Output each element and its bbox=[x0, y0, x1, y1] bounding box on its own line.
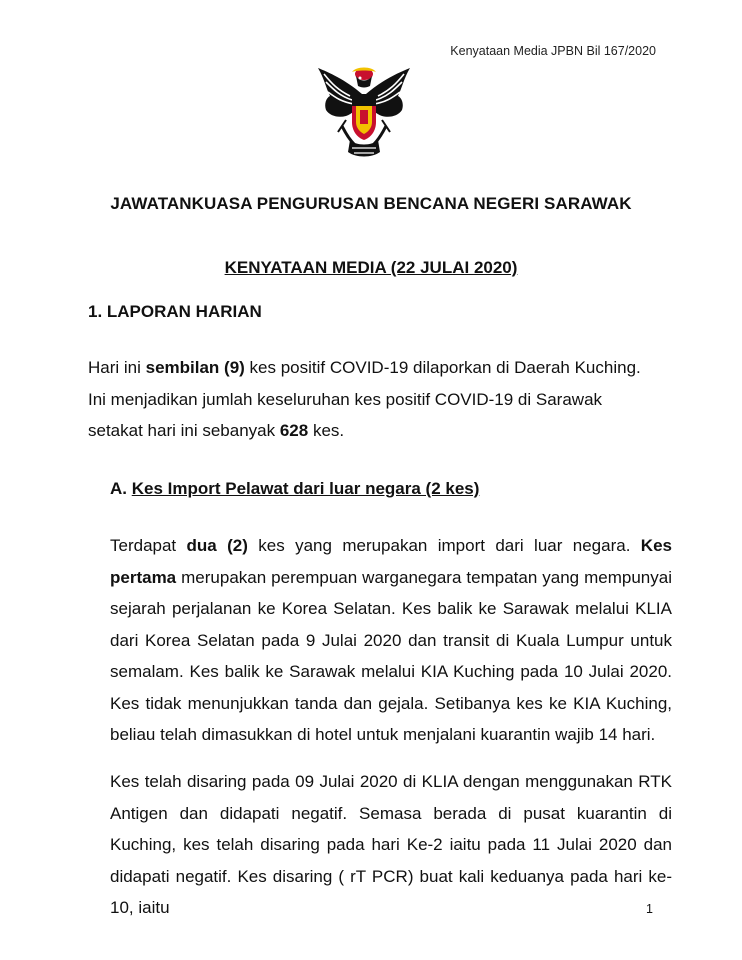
daily-report-paragraph: Hari ini sembilan (9) kes positif COVID-19 dilaporkan di Daerah Kuching. Ini menjadikan jumlah keseluruhan kes positif COVID-19 di Sarawak setakat hari ini sebanyak 628 kes. bbox=[88, 358, 641, 440]
import-cases-paragraph-1: Terdapat dua (2) kes yang merupakan import dari luar negara. Kes pertama merupakan perempuan warganegara tempatan yang mempunyai sejarah perjalanan ke Korea Selatan. Kes balik ke Sarawak melalui KLIA dari Korea Selatan pada 9 Julai 2020 dan transit di Kuala Lumpur untuk semalam. Kes balik ke Sarawak melalui KIA Kuching pada 10 Julai 2020. Kes tidak menunjukkan tanda dan gejala. Setibanya kes ke KIA Kuching, beliau telah dimasukkan di hotel untuk menjalani kuarantin wajib 14 hari. bbox=[110, 536, 672, 744]
organisation-title: JAWATANKUASA PENGURUSAN BENCANA NEGERI SARAWAK bbox=[110, 194, 632, 213]
subsection-title: Kes Import Pelawat dari luar negara (2 kes) bbox=[131, 479, 480, 498]
emphasis-first-case: Kes pertama bbox=[110, 536, 672, 587]
emphasis-case-count: sembilan (9) bbox=[145, 358, 245, 377]
sarawak-coat-of-arms-icon bbox=[316, 60, 412, 162]
import-cases-paragraph-2: Kes telah disaring pada 09 Julai 2020 di KLIA dengan menggunakan RTK Antigen dan didapati negatif. Semasa berada di pusat kuarantin di Kuching, kes telah disaring pada hari Ke-2 iaitu pada 11 Julai 2020 dan didapati negatif. Kes disaring ( rT PCR) buat kali keduanya pada hari ke-10, iaitu bbox=[110, 772, 672, 917]
subsection-prefix: A. bbox=[110, 479, 127, 498]
statement-subtitle: KENYATAAN MEDIA (22 JULAI 2020) bbox=[224, 258, 518, 277]
media-statement-reference: Kenyataan Media JPBN Bil 167/2020 bbox=[450, 44, 656, 58]
section-heading-daily-report: 1. LAPORAN HARIAN bbox=[88, 302, 262, 321]
page-number: 1 bbox=[646, 902, 653, 916]
subsection-heading-import-cases bbox=[110, 479, 479, 499]
emphasis-total-cases: 628 bbox=[279, 421, 309, 440]
emphasis-two-cases: dua (2) bbox=[186, 536, 248, 555]
